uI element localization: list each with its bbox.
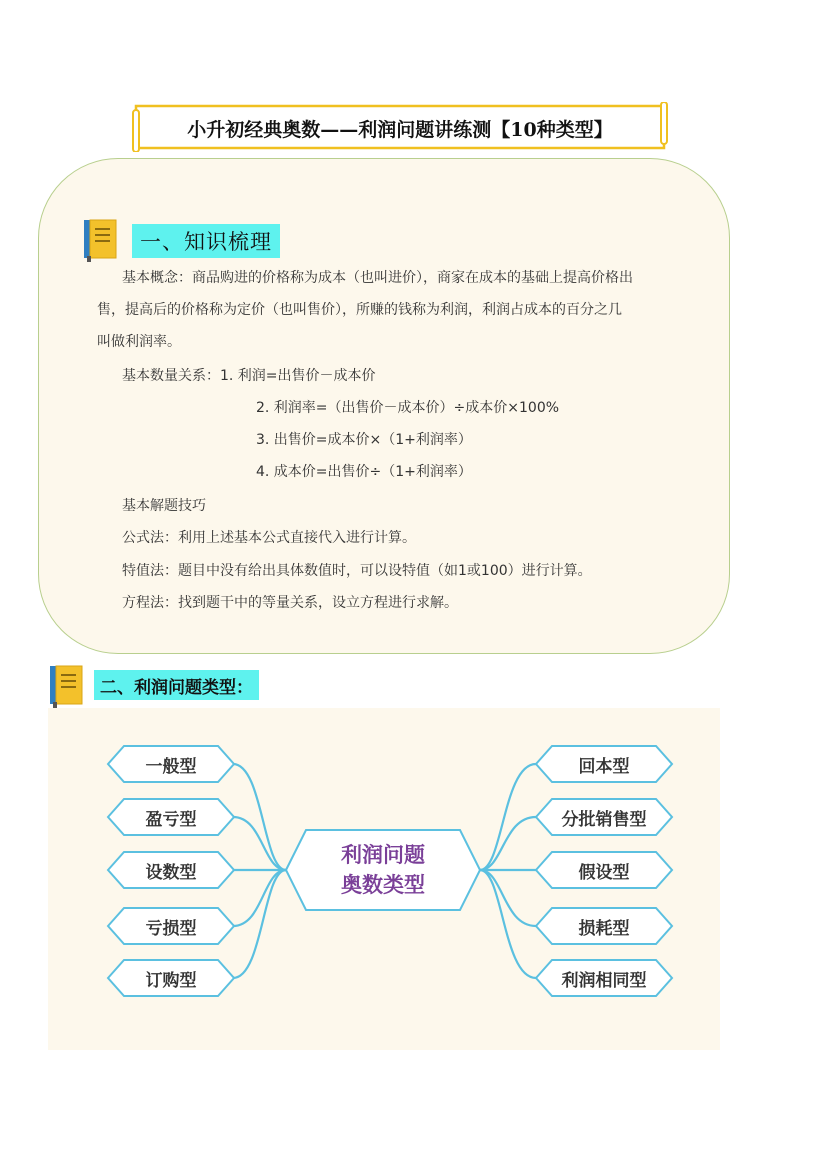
method-line: 方程法：找到题干中的等量关系，设立方程进行求解。 <box>122 595 458 611</box>
mindmap <box>48 708 720 1050</box>
book-icon <box>48 664 84 708</box>
book-icon <box>82 218 118 262</box>
page-title: 小升初经典奥数——利润问题讲练测【10种类型】 <box>187 119 613 141</box>
mindmap-node-right: 损耗型 <box>578 919 630 939</box>
mindmap-node-right: 回本型 <box>578 757 630 777</box>
concept-text-line: 叫做利润率。 <box>97 334 181 350</box>
method-line: 特值法：题目中没有给出具体数值时，可以设特值（如1或100）进行计算。 <box>122 563 592 579</box>
method-line: 公式法：利用上述基本公式直接代入进行计算。 <box>122 530 416 546</box>
concept-text-line: 售，提高后的价格称为定价（也叫售价），所赚的钱称为利润，利润占成本的百分之几 <box>97 302 622 318</box>
mindmap-node-left: 一般型 <box>145 757 197 777</box>
relation-line: 2. 利润率=（出售价－成本价）÷成本价×100% <box>256 400 560 416</box>
section-heading-types: 二、利润问题类型： <box>94 670 259 700</box>
relation-line: 基本数量关系：1. 利润=出售价－成本价 <box>122 368 376 384</box>
mindmap-node-left: 订购型 <box>145 971 197 991</box>
center-label-line1: 利润问题 <box>341 843 425 867</box>
title-banner <box>130 102 670 152</box>
mindmap-node-left: 亏损型 <box>145 919 197 939</box>
skills-heading: 基本解题技巧 <box>122 498 206 514</box>
mindmap-node-left: 设数型 <box>145 863 197 883</box>
mindmap-node-left: 盈亏型 <box>145 810 197 830</box>
relation-line: 3. 出售价=成本价×（1+利润率） <box>256 432 472 448</box>
mindmap-node-right: 分批销售型 <box>561 810 647 830</box>
section-heading-knowledge: 一、知识梳理 <box>132 224 280 258</box>
mindmap-center-node <box>306 840 460 900</box>
mindmap-node-right: 假设型 <box>578 863 630 883</box>
center-label-line2: 奥数类型 <box>341 873 425 897</box>
mindmap-node-right: 利润相同型 <box>561 971 647 991</box>
relation-line: 4. 成本价=出售价÷（1+利润率） <box>256 464 472 480</box>
concept-text-line: 基本概念：商品购进的价格称为成本（也叫进价），商家在成本的基础上提高价格出 <box>122 270 633 286</box>
